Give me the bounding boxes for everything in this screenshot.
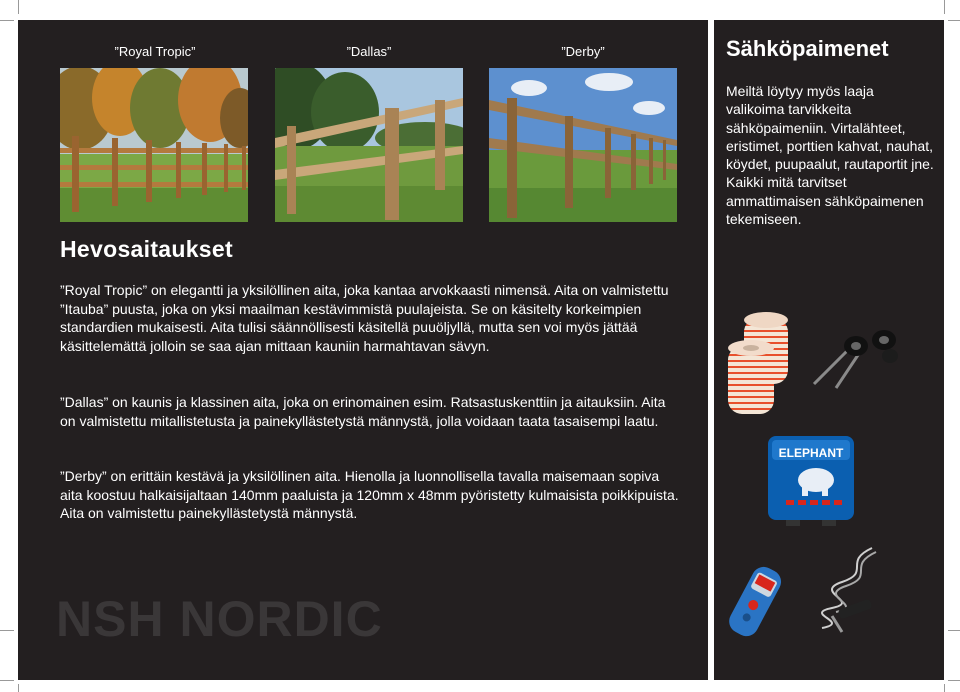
sidebar-text: Meiltä löytyy myös laaja valikoima tarvikkeita sähköpaimeniin. Virtalähteet, eristimet, porttien kahvat, nauhat, köydet, puupaalut, rautaportit jne. Kaikki mitä tarvitset ammattimaisen sähköpaimenen tekemiseen. [726,83,934,228]
caption-derby: ”Derby” [561,44,605,59]
crop-mark [948,20,960,21]
energizer-brand-label: ELEPHANT [778,446,844,460]
royal-tropic-fence-photo [60,68,248,222]
derby-fence-photo [489,68,677,222]
sidebar-title: Sähköpaimenet [726,36,889,61]
crop-mark [18,684,19,692]
crop-mark [18,0,19,14]
fence-tester-image [722,562,790,642]
paragraph-dallas: ”Dallas” on kaunis ja klassinen aita, joka on erinomainen esim. Ratsastuskenttiin ja aitauksiin. Aita on valmistettu mitallistetusta ja painekyllästetystä männystä, jolla voidaan taata tasaisempi laatu. [60,394,666,429]
caption-royal-tropic: ”Royal Tropic” [114,44,196,59]
paragraph-derby: ”Derby” on erittäin kestävä ja yksilöllinen aita. Hienolla ja luonnollisella tavalla maisemaan sopiva aita koostuu halkaisijaltaan 140mm paaluista ja 120mm x 48mm pyöristetty kulmaisista poikkipuista. Aita on valmistettu painekyllästetystä männystä. [60,468,679,521]
crop-mark [948,630,960,631]
insulators-image [806,326,898,392]
crop-mark [0,680,14,681]
crop-mark [944,0,945,14]
crop-mark [944,684,945,692]
gate-handle-image [802,542,892,638]
page-heading: Hevosaitaukset [60,236,233,262]
crop-mark [0,630,14,631]
brand-watermark: NSH NORDIC [56,591,383,647]
crop-mark [0,20,14,21]
caption-dallas: ”Dallas” [346,44,392,59]
crop-mark [948,680,960,681]
paragraph-royal-tropic: ”Royal Tropic” on elegantti ja yksilöllinen aita, joka kantaa arvokkaasti nimensä. Aita on valmistettu ”Itauba” puusta, joka on yksi maailman kestävimmistä puulajeista. Se on käsitelty korkeimpien standardien mukaisesti. Aita tulisi säännöllisesti käsitellä puuöljyllä, mutta sen voi myös jättää käsittelemättä jolloin se saa ajan mittaan kauniin harmahtavan sävyn. [60,282,669,354]
polywire-rolls-image [726,312,796,420]
dallas-fence-photo [275,68,463,222]
